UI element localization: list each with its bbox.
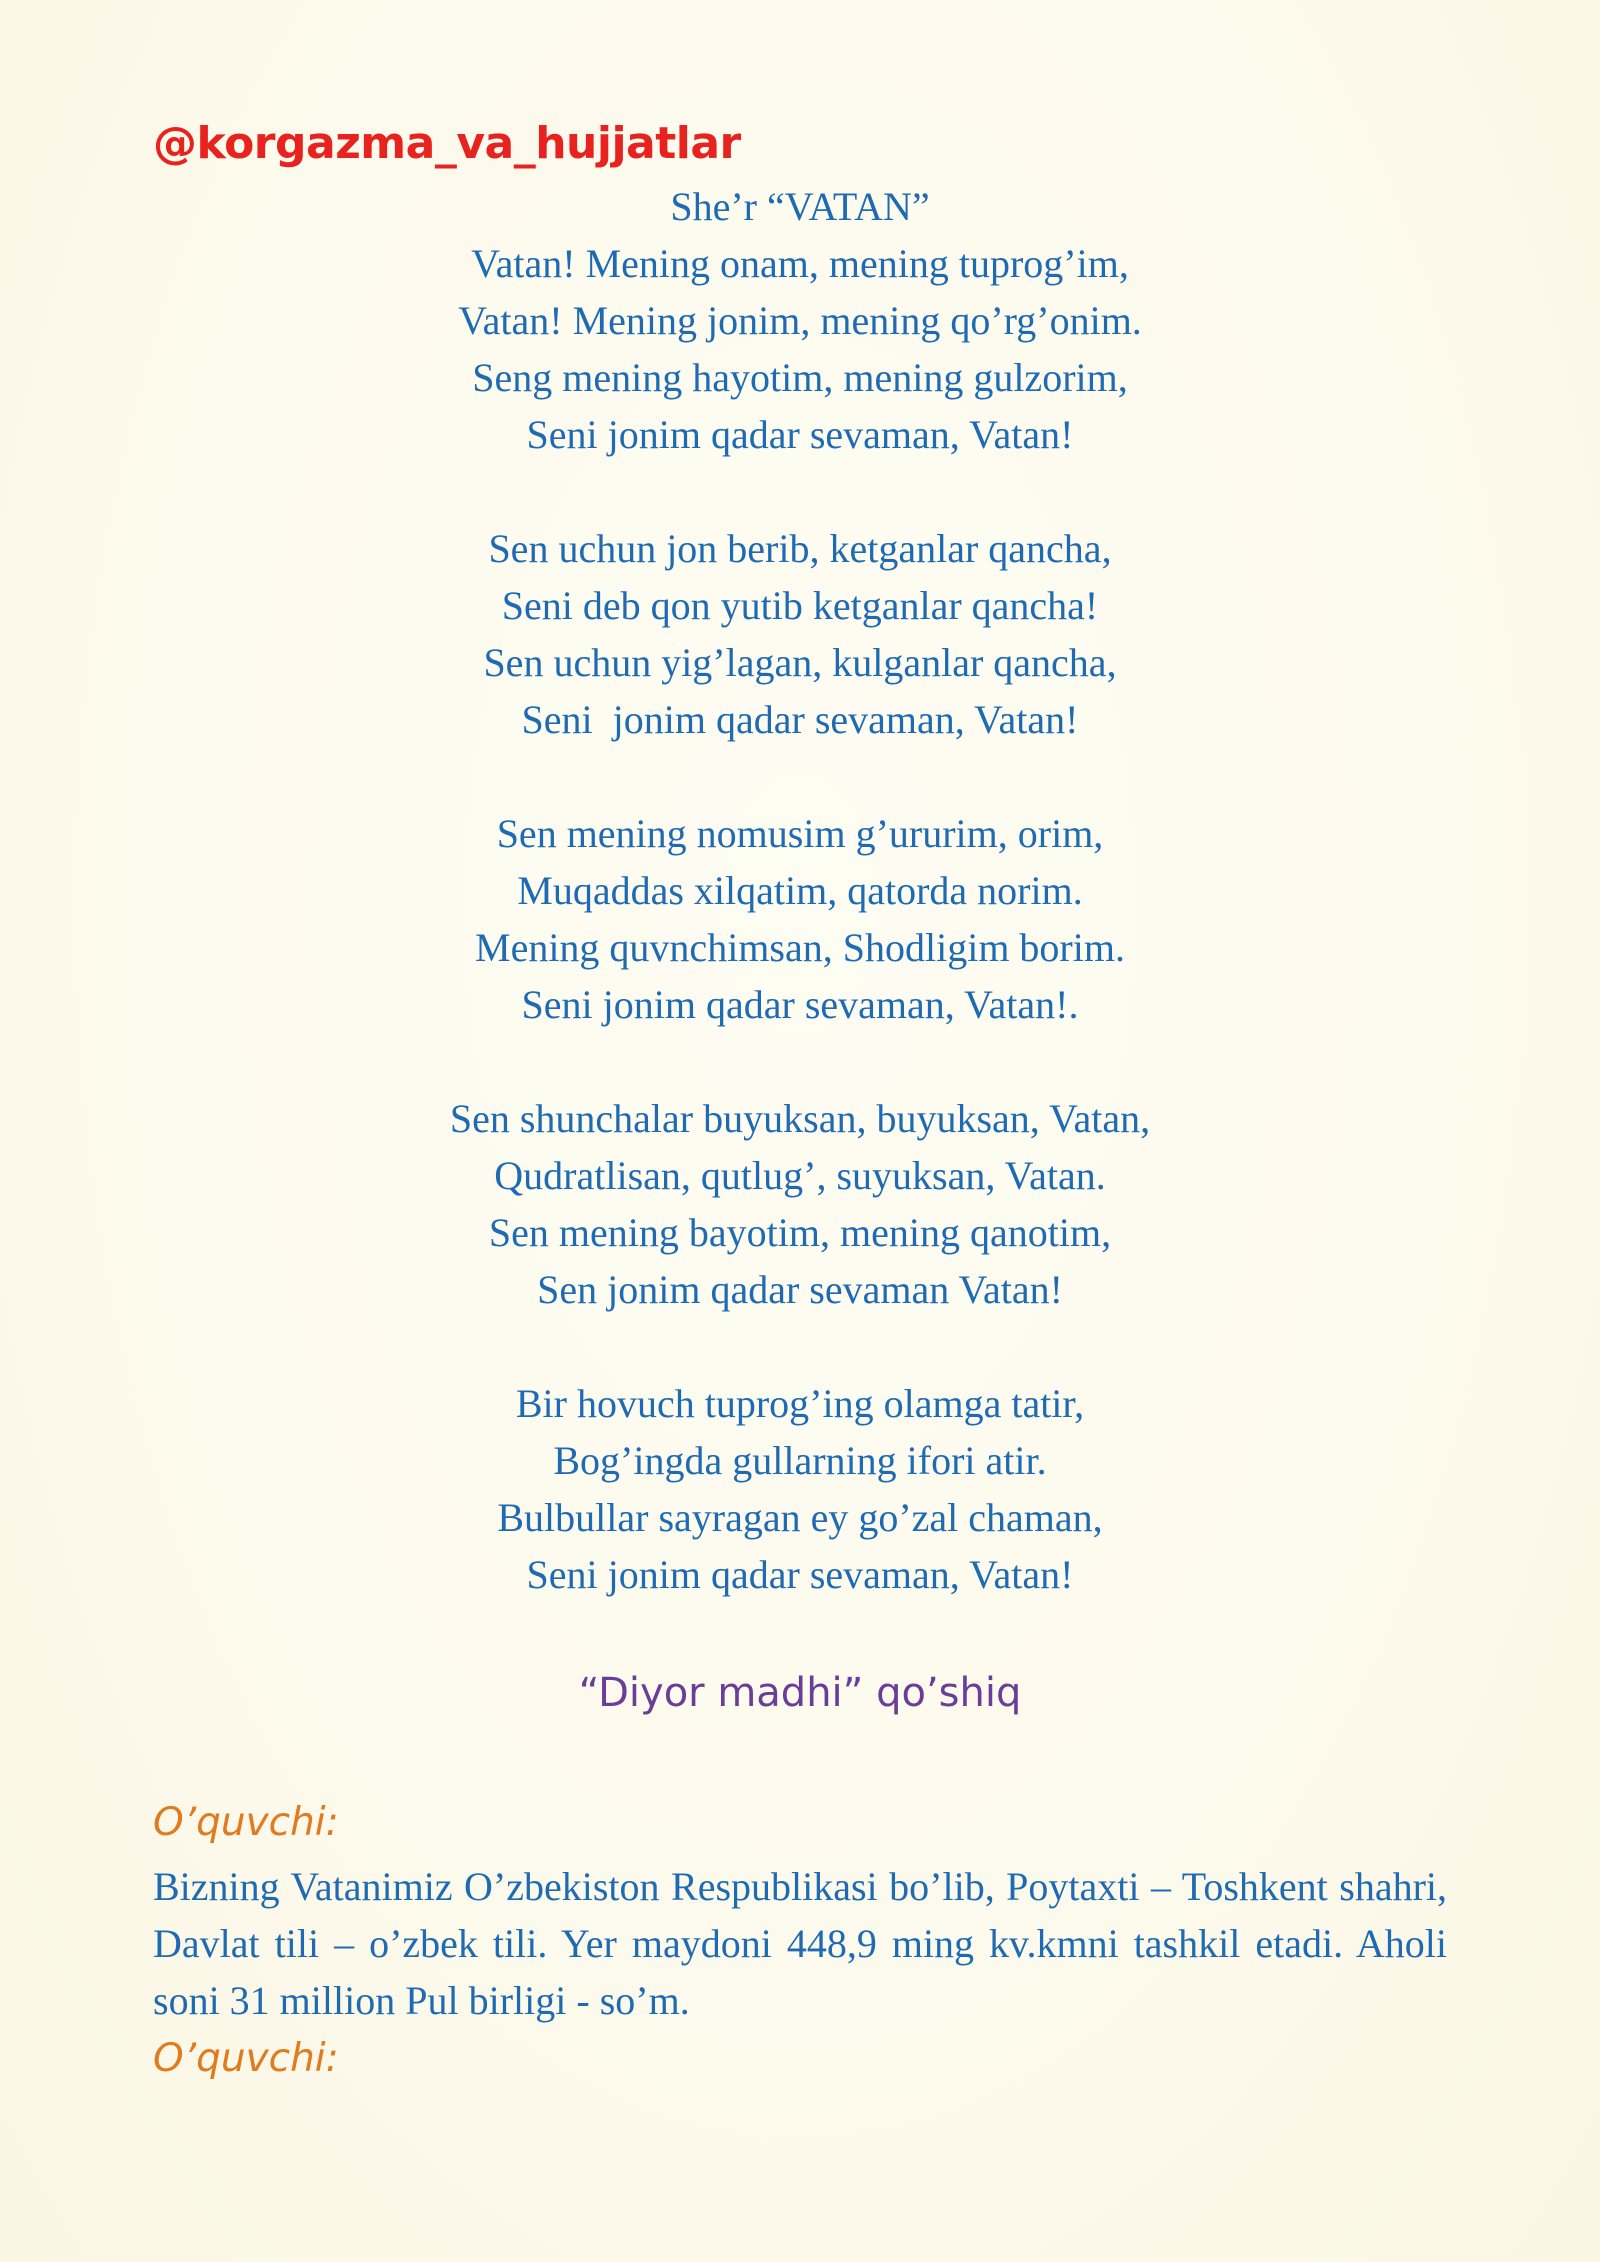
- poem-line: Sen uchun yig’lagan, kulganlar qancha,: [483, 640, 1117, 685]
- poem-line: Sen jonim qadar sevaman Vatan!: [537, 1267, 1063, 1312]
- poem-line: Seng mening hayotim, mening gulzorim,: [472, 355, 1128, 400]
- poem-line: Sen mening bayotim, mening qanotim,: [488, 1210, 1112, 1255]
- stanza-gap: [0, 463, 1600, 520]
- poem-line: Mening quvnchimsan, Shodligim borim.: [475, 925, 1125, 970]
- stanza-gap: [0, 748, 1600, 805]
- stanza-gap: [0, 1318, 1600, 1375]
- poem-line: Sen mening nomusim g’ururim, orim,: [496, 811, 1104, 856]
- poem: [0, 178, 1600, 1603]
- poem-line: Sen shunchalar buyuksan, buyuksan, Vatan,: [449, 1096, 1151, 1141]
- poem-line: Seni jonim qadar sevaman, Vatan!: [526, 412, 1074, 457]
- prose-paragraph: Bizning Vatanimiz O’zbekiston Respublikasi bo’lib, Poytaxti – Toshkent shahri, Davlat tili – o’zbek tili. Yer maydoni 448,9 ming kv.kmni tashkil etadi. Aholi soni 31 million Pul birligi - so’m.: [153, 1864, 1447, 2023]
- poem-line: Qudratlisan, qutlug’, suyuksan, Vatan.: [494, 1153, 1106, 1198]
- song-title: “Diyor madhi” qo’shiq: [578, 1670, 1022, 1716]
- speaker-label: O’quvchi:: [153, 1800, 339, 1845]
- poem-line: Vatan! Mening onam, mening tuprog’im,: [471, 241, 1129, 286]
- poem-line: Seni jonim qadar sevaman, Vatan!: [521, 697, 1079, 742]
- poem-line: Bir hovuch tuprog’ing olamga tatir,: [515, 1381, 1085, 1426]
- poem-line: Bog’ingda gullarning ifori atir.: [553, 1438, 1047, 1483]
- poem-line: Seni jonim qadar sevaman, Vatan!: [526, 1552, 1074, 1597]
- poem-line: Vatan! Mening jonim, mening qo’rg’onim.: [458, 298, 1142, 343]
- poem-line: Seni jonim qadar sevaman, Vatan!.: [521, 982, 1079, 1027]
- stanza-gap: [0, 1033, 1600, 1090]
- poem-line: Sen uchun jon berib, ketganlar qancha,: [488, 526, 1112, 571]
- channel-handle: @korgazma_va_hujjatlar: [153, 118, 741, 169]
- poem-line: Seni deb qon yutib ketganlar qancha!: [501, 583, 1099, 628]
- poem-line: Muqaddas xilqatim, qatorda norim.: [517, 868, 1083, 913]
- speaker-label: O’quvchi:: [153, 2036, 339, 2081]
- poem-title: She’r “VATAN”: [670, 184, 930, 229]
- poem-line: Bulbullar sayragan ey go’zal chaman,: [497, 1495, 1103, 1540]
